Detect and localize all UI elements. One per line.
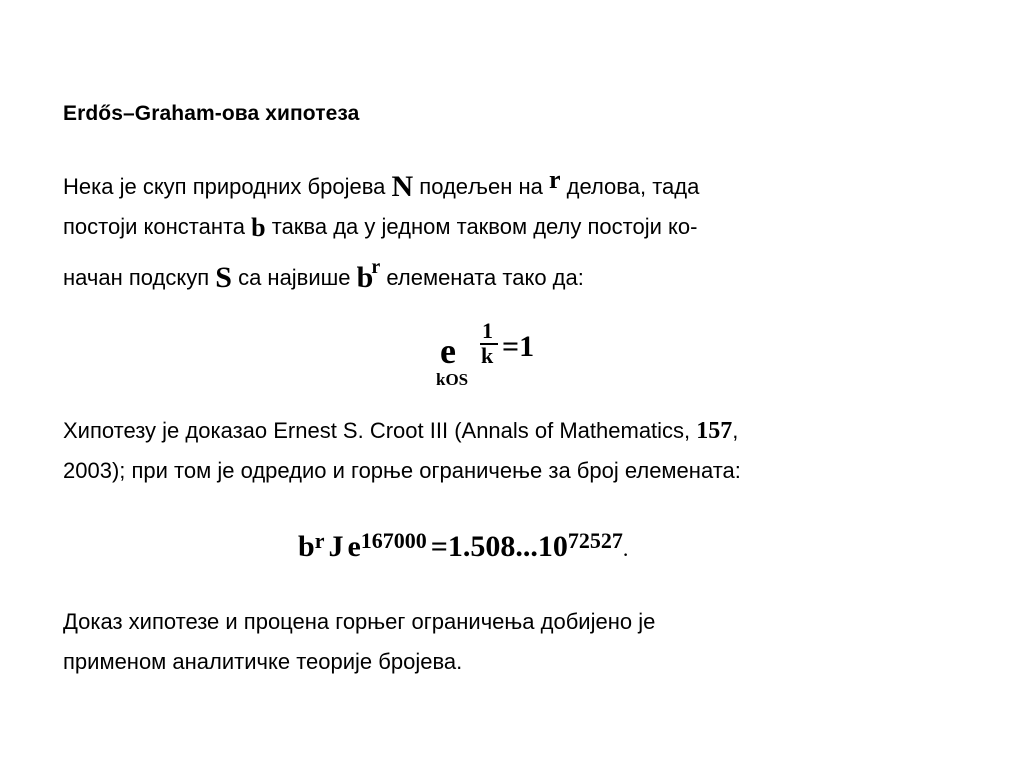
text-segment: начан подскуп bbox=[63, 265, 216, 290]
proof-reference bbox=[63, 411, 741, 491]
text-segment: Хипотезу је доказао Ernest S. Croot III (Annals of Mathematics, bbox=[63, 418, 697, 443]
bound-value: =1.508...10 bbox=[430, 530, 568, 563]
symbol-S: S bbox=[215, 261, 232, 294]
sum-symbol: e bbox=[440, 331, 456, 371]
statement-line-3 bbox=[63, 247, 699, 298]
conclusion-line-2: применом аналитичке теорије бројева. bbox=[63, 649, 463, 674]
reference-line-2: 2003); при том је одредио и горње ограничење за број елемената: bbox=[63, 458, 741, 483]
text-segment: , bbox=[732, 418, 739, 443]
upper-bound-formula bbox=[298, 528, 628, 568]
bound-b: b bbox=[298, 530, 315, 563]
text-segment: елемената тако да: bbox=[380, 265, 584, 290]
bound-r-exponent: r bbox=[314, 528, 325, 553]
text-segment: Нека је скуп природних бројева bbox=[63, 174, 392, 199]
symbol-N: N bbox=[391, 170, 414, 203]
symbol-r-exponent: r bbox=[371, 256, 381, 278]
text-segment: таква да у једном таквом делу постоји ко- bbox=[265, 214, 698, 239]
statement-line-2 bbox=[63, 207, 699, 247]
sum-reciprocal-formula bbox=[436, 318, 576, 393]
hypothesis-statement bbox=[63, 167, 699, 298]
slide-title: Erdős–Graham-ова хипотеза bbox=[63, 102, 360, 125]
bound-e: e bbox=[347, 530, 361, 563]
text-segment: са највише bbox=[231, 265, 357, 290]
statement-line-1 bbox=[63, 167, 699, 207]
text-segment: подељен на bbox=[413, 174, 549, 199]
conclusion-line-1: Доказ хипотезе и процена горњег ограничења добијено је bbox=[63, 609, 656, 634]
leq-symbol: J bbox=[328, 530, 344, 563]
volume-number: 157 bbox=[696, 418, 733, 444]
text-segment: постоји константа bbox=[63, 214, 252, 239]
conclusion bbox=[63, 602, 655, 682]
bound-e-exponent: 167000 bbox=[360, 528, 427, 553]
bound-ten-exponent: 72527 bbox=[567, 528, 623, 553]
reference-line-1 bbox=[63, 411, 741, 451]
symbol-b: b bbox=[251, 213, 266, 242]
formula-equals-one: =1 bbox=[502, 330, 535, 363]
symbol-b-power: b bbox=[356, 261, 374, 294]
text-segment: делова, тада bbox=[560, 174, 700, 199]
sum-subscript: kOS bbox=[436, 370, 469, 389]
fraction-denominator: k bbox=[481, 343, 494, 368]
symbol-r: r bbox=[548, 165, 561, 194]
fraction-numerator: 1 bbox=[482, 318, 493, 343]
formula-period: . bbox=[622, 536, 629, 561]
